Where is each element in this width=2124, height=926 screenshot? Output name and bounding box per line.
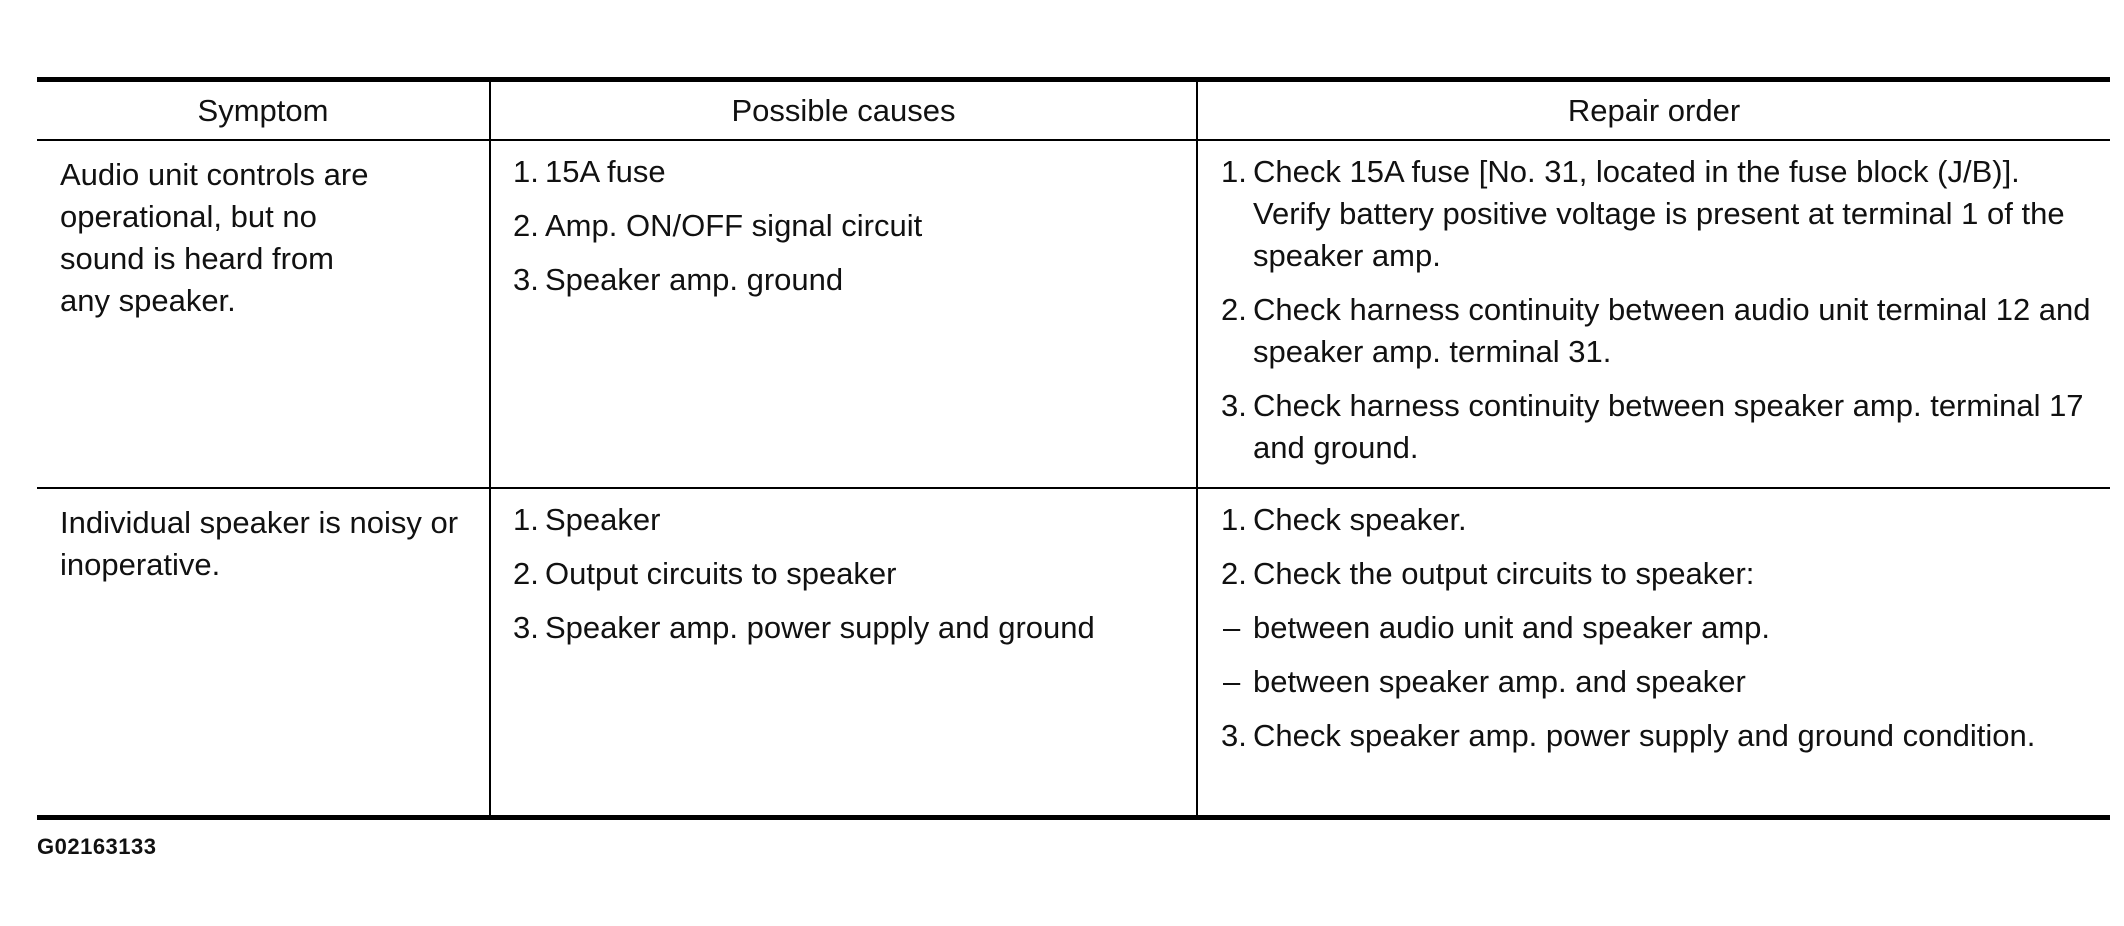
table-row [37, 489, 2110, 815]
cause-item [513, 205, 1184, 247]
cause-text: Amp. ON/OFF signal circuit [545, 208, 923, 243]
repair-item [1221, 289, 2098, 373]
repair-text: between audio unit and speaker amp. [1253, 610, 1771, 645]
repair-text: Check harness continuity between speaker amp. terminal 17 and ground. [1253, 388, 2084, 465]
cause-item [513, 607, 1184, 649]
repair-text: Check speaker amp. power supply and ground condition. [1253, 718, 2036, 753]
cause-item [513, 151, 1184, 193]
repair-number: 2. [1221, 292, 1247, 327]
troubleshooting-table [37, 77, 2110, 820]
symptom-cell: Individual speaker is noisy or inoperative. [37, 489, 491, 815]
repair-text: Check 15A fuse [No. 31, located in the fuse block (J/B)]. Verify battery positive voltage is present at terminal 1 of the speaker amp. [1253, 154, 2065, 273]
repair-subitem [1221, 661, 2098, 703]
table-header-row [37, 82, 2110, 141]
cause-text: Speaker amp. power supply and ground [545, 610, 1095, 645]
cause-number: 2. [513, 208, 539, 243]
cause-text: 15A fuse [545, 154, 666, 189]
cause-item [513, 553, 1184, 595]
cause-text: Speaker [545, 502, 661, 537]
header-repair-order: Repair order [1567, 92, 1741, 128]
repair-number: 1. [1221, 154, 1247, 189]
symptom-cell: Audio unit controls are operational, but no sound is heard from any speaker. [37, 141, 491, 487]
repair-item [1221, 715, 2098, 757]
figure-code: G02163133 [37, 834, 157, 859]
dash-marker: – [1223, 610, 1241, 645]
repair-item [1221, 499, 2098, 541]
repair-text: Check the output circuits to speaker: [1253, 556, 1755, 591]
cause-number: 1. [513, 154, 539, 189]
causes-cell [491, 489, 1198, 815]
repair-item [1221, 151, 2098, 277]
header-possible-causes: Possible causes [491, 82, 1198, 139]
repair-item [1221, 385, 2098, 469]
repair-number: 1. [1221, 502, 1247, 537]
cause-number: 3. [513, 610, 539, 645]
repair-text: between speaker amp. and speaker [1253, 664, 1746, 699]
repair-number: 2. [1221, 556, 1247, 591]
repair-cell [1198, 489, 2110, 815]
repair-number: 3. [1221, 388, 1247, 423]
repair-cell [1198, 141, 2110, 487]
header-symptom: Symptom [37, 82, 491, 139]
repair-text: Check harness continuity between audio unit terminal 12 and speaker amp. terminal 31. [1253, 292, 2091, 369]
cause-text: Speaker amp. ground [545, 262, 844, 297]
repair-number: 3. [1221, 718, 1247, 753]
repair-subitem [1221, 607, 2098, 649]
table-row [37, 141, 2110, 489]
repair-text: Check speaker. [1253, 502, 1467, 537]
cause-number: 2. [513, 556, 539, 591]
dash-marker: – [1223, 664, 1241, 699]
cause-text: Output circuits to speaker [545, 556, 897, 591]
causes-cell [491, 141, 1198, 487]
cause-item [513, 259, 1184, 301]
repair-item [1221, 553, 2098, 595]
cause-number: 1. [513, 502, 539, 537]
cause-item [513, 499, 1184, 541]
cause-number: 3. [513, 262, 539, 297]
